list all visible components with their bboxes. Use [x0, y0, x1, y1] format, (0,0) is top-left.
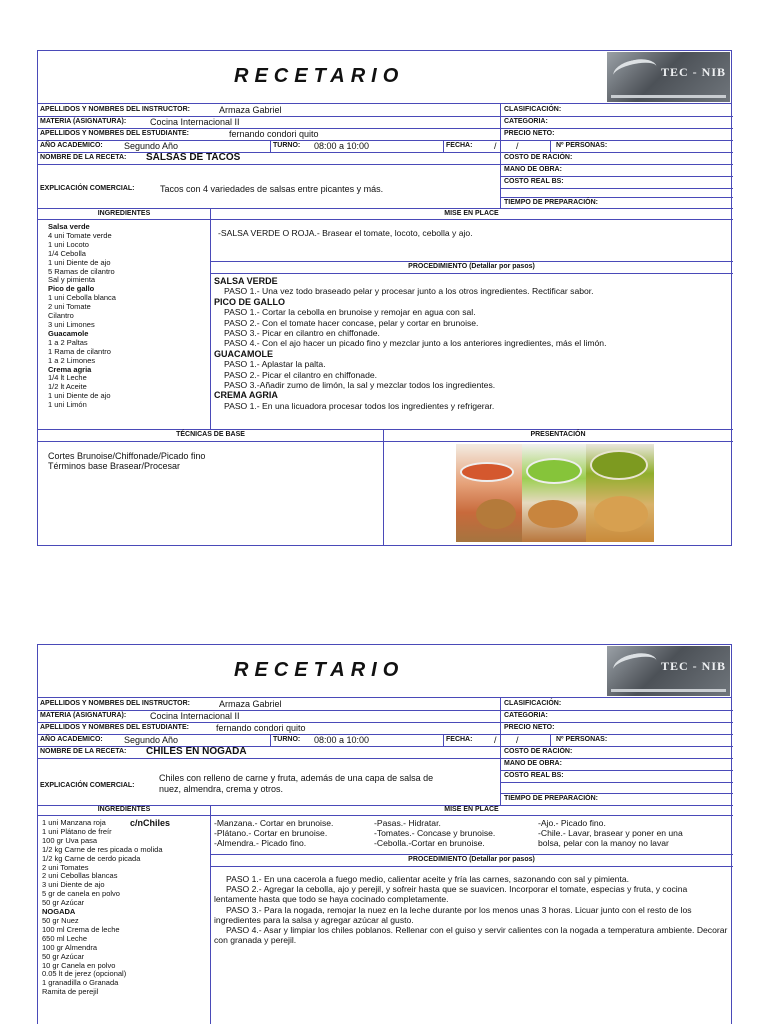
list-item: 1/2 lt Aceite	[48, 382, 87, 392]
list-item: 1 uni Diente de ajo	[48, 257, 111, 267]
anio-value: Segundo Año	[124, 735, 179, 745]
list-item: 2 uni Tomate	[48, 302, 91, 312]
ingredientes-header: INGREDIENTES	[97, 210, 151, 217]
list-item: Sal y pimienta	[48, 275, 96, 285]
anio-label: AÑO ACADEMICO:	[40, 736, 103, 743]
institution-logo: TEC - NIB	[607, 52, 730, 102]
list-item: PASO 1.- Una vez todo braseado pelar y procesar junto a los otros ingredientes. Rectificar sabor.	[224, 286, 594, 297]
mano-obra-label: MANO DE OBRA:	[504, 166, 562, 173]
procedimiento-header: PROCEDIMIENTO (Detallar por pasos)	[408, 856, 535, 863]
list-item: 5 Ramas de cilantro	[48, 266, 115, 276]
list-item: 50 gr Azúcar	[42, 951, 85, 961]
nombre-label: NOMBRE DE LA RECETA:	[40, 748, 127, 755]
list-item: 1 Rama de cilantro	[48, 346, 111, 356]
list-item: 1/2 kg Carne de res picada o molida	[42, 844, 163, 854]
list-item: Pico de gallo	[48, 284, 95, 294]
list-item: 10 gr Canela en polvo	[42, 960, 116, 970]
list-item: CREMA AGRIA	[214, 390, 278, 401]
turno-value: 08:00 a 10:00	[314, 141, 370, 151]
list-item: Salsa verde	[48, 222, 90, 231]
costo-racion-label: COSTO DE RACIÓN:	[504, 748, 573, 755]
institution-logo: TEC - NIB	[607, 646, 730, 696]
explicacion-label: EXPLICACIÓN COMERCIAL:	[40, 185, 135, 192]
list-item: 1 uni Manzana roja	[42, 818, 106, 827]
explicacion-value: Tacos con 4 variedades de salsas entre picantes y más.	[160, 184, 384, 194]
list-item: 50 gr Nuez	[42, 915, 79, 925]
list-item: 1 a 2 Paltas	[48, 337, 88, 347]
sheet-title: RECETARIO	[234, 65, 405, 87]
procedure-step: PASO 3.- Para la nogada, remojar la nuez en la leche durante por los menos unas 3 horas. Licuar junto con el resto de los ingredientes para la salsa y agregar azúcar al gusto.	[214, 904, 692, 925]
procedure-step: PASO 1.- En una cacerola a fuego medio, calientar aceite y fría las carnes, sazonando con sal y pimienta.	[226, 874, 630, 884]
list-item: 4 uni Tomate verde	[48, 230, 112, 240]
list-item: PASO 1.- En una licuadora procesar todos los ingredientes y refrigerar.	[224, 400, 495, 411]
list-item: Guacamole	[48, 328, 89, 338]
personas-label: Nº PERSONAS:	[556, 736, 608, 743]
list-item: SALSA VERDE	[214, 276, 278, 286]
materia-value: Cocina Internacional II	[150, 117, 240, 127]
list-item: 1/4 Cebolla	[48, 248, 86, 258]
list-item: 1 a 2 Limones	[48, 355, 96, 365]
instructor-label: APELLIDOS Y NOMBRES DEL INSTRUCTOR:	[40, 700, 190, 707]
tiempo-label: TIEMPO DE PREPARACIÓN:	[504, 199, 598, 206]
list-item: NOGADA	[42, 907, 76, 917]
list-item: PICO DE GALLO	[214, 296, 286, 307]
costo-real-label: COSTO REAL BS:	[504, 772, 564, 779]
fecha-sep-1: /	[494, 735, 497, 745]
mano-obra-label: MANO DE OBRA:	[504, 760, 562, 767]
ingredients-list	[48, 223, 116, 410]
estudiante-value: fernando condori quito	[229, 129, 319, 139]
procedure-step: PASO 4.- Asar y limpiar los chiles poblanos. Rellenar con el guiso y servir calientes con la nogada a temperatura ambiente. Decorar con granada y perejil.	[214, 925, 728, 946]
personas-label: Nº PERSONAS:	[556, 142, 608, 149]
list-item: PASO 2.- Con el tomate hacer concase, pelar y cortar en brunoise.	[224, 317, 479, 328]
materia-label: MATERIA (ASIGNATURA):	[40, 118, 127, 125]
sheet-header	[38, 645, 731, 698]
clasificacion-label: CLASIFICACIÓN:	[504, 700, 562, 707]
categoria-label: CATEGORIA:	[504, 118, 548, 125]
mise-header: MISE EN PLACE	[444, 806, 499, 813]
anio-label: AÑO ACADEMICO:	[40, 142, 103, 149]
fecha-label: FECHA:	[446, 142, 473, 149]
fecha-sep-1: /	[494, 141, 497, 151]
procedimiento-header: PROCEDIMIENTO (Detallar por pasos)	[408, 263, 535, 270]
list-item: Ramita de perejil	[42, 987, 99, 997]
list-item: 1 uni Cebolla blanca	[48, 293, 116, 303]
categoria-label: CATEGORIA:	[504, 712, 548, 719]
list-item: 1 uni Locoto	[48, 239, 89, 249]
list-item: 0.05 lt de jerez (opcional)	[42, 969, 127, 979]
materia-value: Cocina Internacional II	[150, 711, 240, 721]
explicacion-value: Chiles con relleno de carne y fruta, además de una capa de salsa de nuez, almendra, crema y otros.	[159, 773, 434, 794]
list-item: 1/2 kg Carne de cerdo picada	[42, 853, 141, 863]
ingredients-side-note: c/nChiles	[130, 818, 171, 828]
list-item: 100 gr Almendra	[42, 942, 98, 952]
turno-label: TURNO:	[273, 142, 301, 149]
mise-col-2: -Pasas.- Hidratar. -Tomates.- Concase y brunoise. -Cebolla.-Cortar en brunoise.	[374, 818, 496, 848]
mise-header: MISE EN PLACE	[444, 210, 499, 217]
costo-racion-label: COSTO DE RACIÓN:	[504, 154, 573, 161]
explicacion-label: EXPLICACIÓN COMERCIAL:	[40, 782, 135, 789]
materia-label: MATERIA (ASIGNATURA):	[40, 712, 127, 719]
list-item: PASO 1.- Cortar la cebolla en brunoise y remojar en agua con sal.	[224, 307, 476, 318]
sheet-header	[38, 51, 731, 104]
fecha-label: FECHA:	[446, 736, 473, 743]
tecnicas-terminos: Términos base Brasear/Procesar	[48, 461, 181, 471]
list-item: 2 uni Cebollas blancas	[42, 871, 118, 881]
mise-col-1: -Manzana.- Cortar en brunoise. -Plátano.- Cortar en brunoise. -Almendra.- Picado fino.	[214, 818, 334, 848]
list-item: 100 gr Uva pasa	[42, 835, 98, 845]
instructor-value: Armaza Gabriel	[219, 699, 282, 709]
instructor-value: Armaza Gabriel	[219, 105, 282, 115]
nombre-label: NOMBRE DE LA RECETA:	[40, 154, 127, 161]
ingredients-list	[42, 819, 163, 997]
list-item: Cilantro	[48, 311, 74, 321]
turno-value: 08:00 a 10:00	[314, 735, 370, 745]
recipe-sheet-2	[37, 644, 732, 1024]
fecha-sep-2: /	[516, 141, 519, 151]
list-item: Crema agria	[48, 364, 92, 374]
list-item: 2 uni Tomates	[42, 862, 89, 872]
list-item: 1 uni Diente de ajo	[48, 391, 111, 401]
costo-real-label: COSTO REAL BS:	[504, 178, 564, 185]
estudiante-label: APELLIDOS Y NOMBRES DEL ESTUDIANTE:	[40, 724, 189, 731]
procedure-step: PASO 2.- Agregar la cebolla, ajo y perejil, y sofreir hasta que se suavicen. Incorporar el tomate, especias y fruta, y cocina lentamente hasta que todo se haya cocinado completamente.	[214, 884, 688, 905]
list-item: PASO 4.- Con el ajo hacer un picado fino y mezclar junto a los anteriores ingredientes, más el limón.	[224, 338, 607, 349]
list-item: 3 uni Limones	[48, 319, 95, 329]
list-item: PASO 3.-Añadir zumo de limón, la sal y mezclar todos los ingredientes.	[224, 380, 496, 391]
list-item: 3 uni Diente de ajo	[42, 880, 105, 890]
presentacion-header: PRESENTACIÓN	[530, 431, 586, 438]
tecnicas-header: TÉCNICAS DE BASE	[176, 431, 245, 438]
recipe-name: CHILES EN NOGADA	[146, 746, 247, 757]
estudiante-label: APELLIDOS Y NOMBRES DEL ESTUDIANTE:	[40, 130, 189, 137]
list-item: PASO 1.- Aplastar la palta.	[224, 359, 326, 370]
estudiante-value: fernando condori quito	[216, 723, 306, 733]
mise-text: -SALSA VERDE O ROJA.- Brasear el tomate, locoto, cebolla y ajo.	[218, 228, 473, 238]
clasificacion-label: CLASIFICACIÓN:	[504, 106, 562, 113]
procedure-list	[214, 874, 728, 945]
list-item: 1 uni Limón	[48, 400, 87, 410]
mise-col-3: -Ajo.- Picado fino. -Chile.- Lavar, brasear y poner en una bolsa, pelar con la manoy no lavar	[538, 818, 683, 848]
anio-value: Segundo Año	[124, 141, 179, 151]
instructor-label: APELLIDOS Y NOMBRES DEL INSTRUCTOR:	[40, 106, 190, 113]
list-item: 100 ml Crema de leche	[42, 924, 120, 934]
turno-label: TURNO:	[273, 736, 301, 743]
procedure-list	[214, 276, 606, 411]
list-item: PASO 3.- Picar en cilantro en chiffonade.	[224, 328, 380, 339]
recipe-sheet-1	[37, 50, 732, 546]
tecnicas-text	[48, 451, 205, 471]
tiempo-label: TIEMPO DE PREPARACIÓN:	[504, 795, 598, 802]
sheet-title: RECETARIO	[234, 659, 405, 681]
fecha-sep-2: /	[516, 735, 519, 745]
list-item: GUACAMOLE	[214, 348, 273, 359]
precio-label: PRECIO NETO:	[504, 724, 555, 731]
list-item: 50 gr Azúcar	[42, 898, 85, 908]
list-item: 650 ml Leche	[42, 933, 88, 943]
recipe-name: SALSAS DE TACOS	[146, 152, 241, 163]
precio-label: PRECIO NETO:	[504, 130, 555, 137]
list-item: 1 granadilla o Granada	[42, 978, 119, 988]
list-item: 5 gr de canela en polvo	[42, 889, 120, 899]
presentation-photo	[456, 444, 654, 542]
list-item: 1 uni Plátano de freír	[42, 826, 112, 836]
list-item: PASO 2.- Picar el cilantro en chiffonade.	[224, 369, 378, 380]
ingredientes-header: INGREDIENTES	[97, 806, 151, 813]
tecnicas-cortes: Cortes Brunoise/Chiffonade/Picado fino	[48, 451, 206, 461]
list-item: 1/4 lt Leche	[48, 373, 87, 383]
